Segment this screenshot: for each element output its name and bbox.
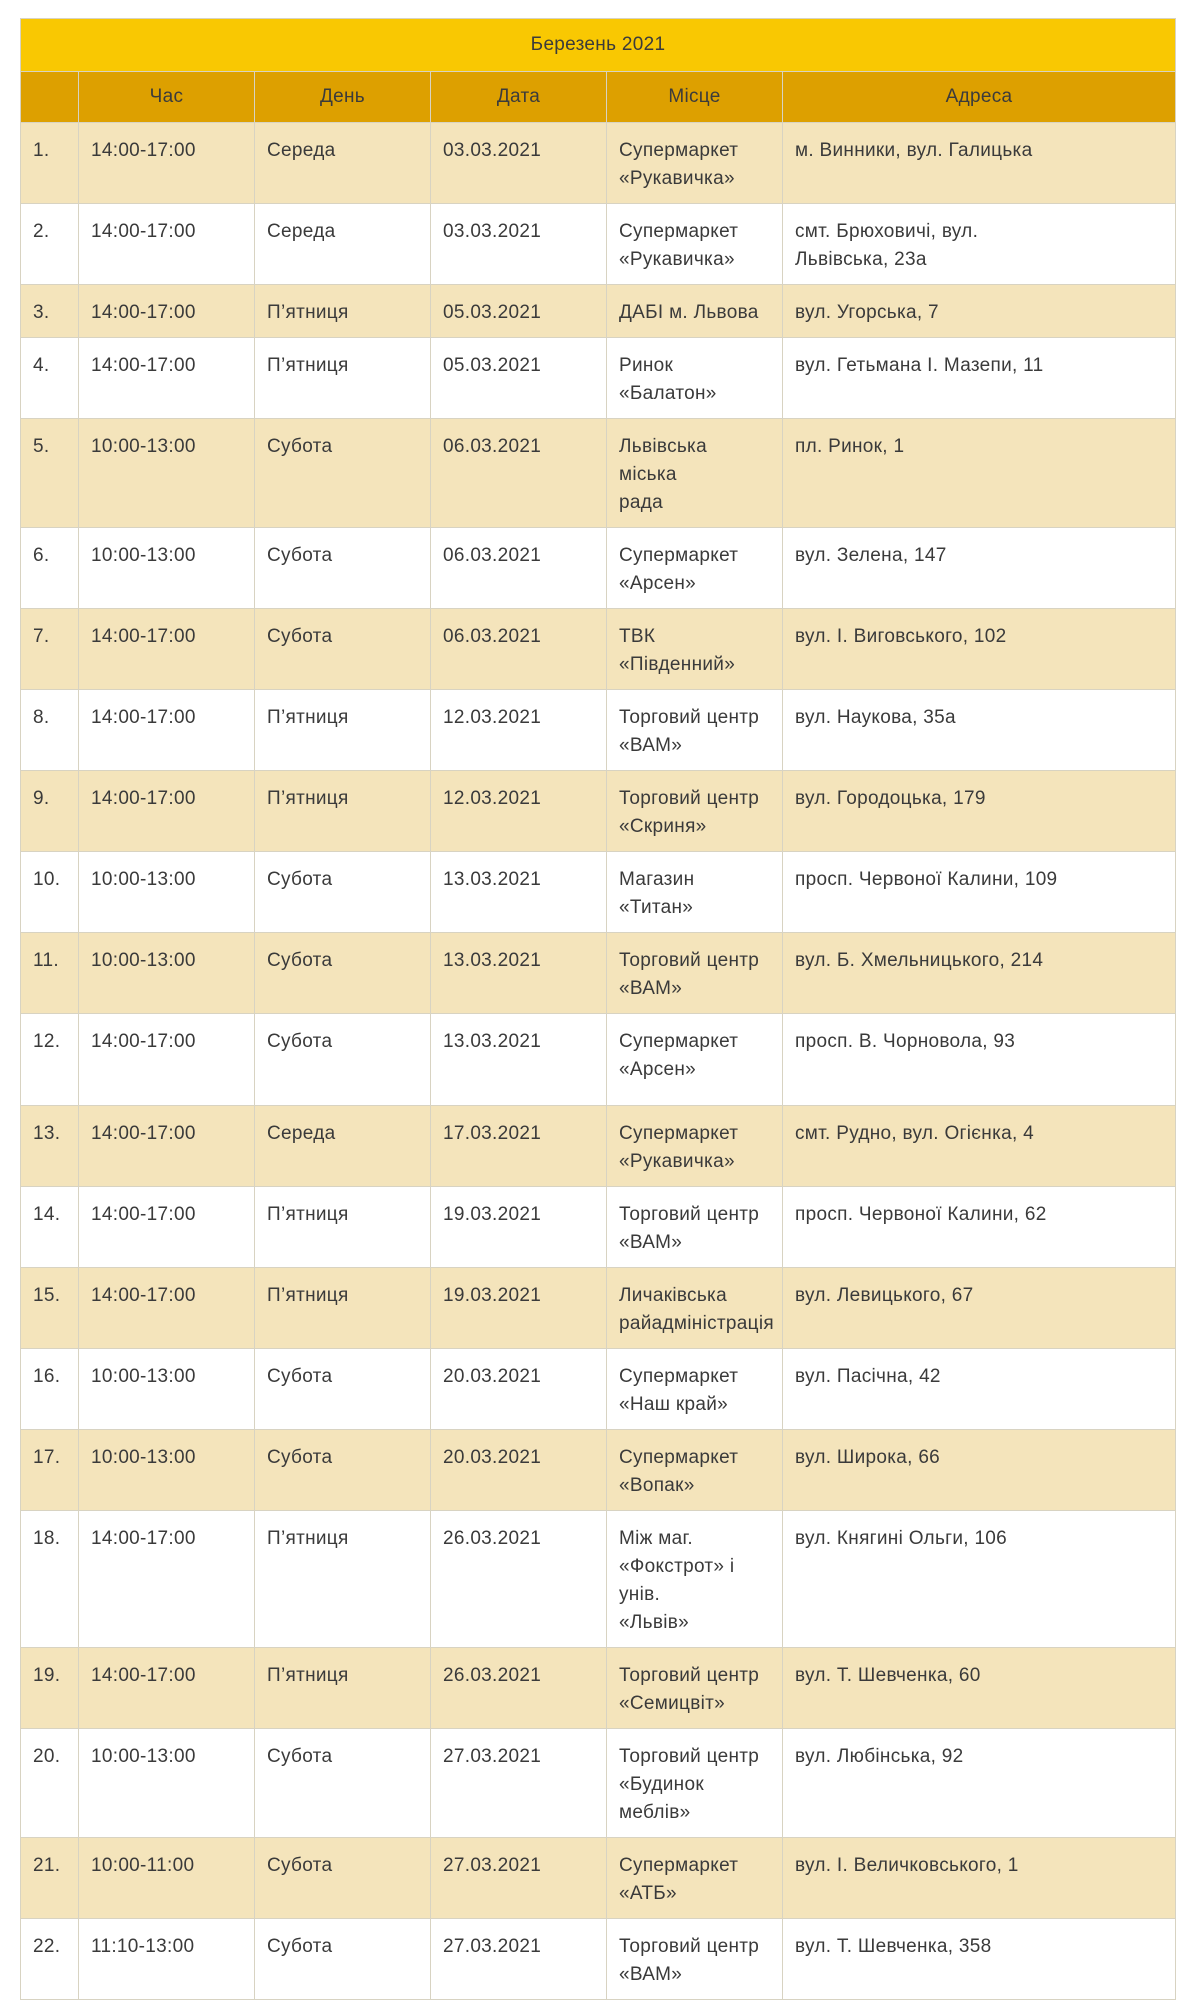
cell-time: 14:00-17:00 [79,1014,255,1106]
cell-place-line: «Фокстрот» і унів. [619,1556,735,1605]
cell-day: Субота [255,419,431,528]
cell-place-line: «Рукавичка» [619,1151,735,1172]
cell-time: 14:00-17:00 [79,771,255,852]
cell-day: Субота [255,1349,431,1430]
cell-place-line: Торговий центр [619,1936,760,1957]
cell-place-line: «Львів» [619,1612,690,1633]
cell-address [783,852,1176,933]
cell-day: Субота [255,1729,431,1838]
table-row [21,609,1176,690]
cell-number: 21. [21,1838,79,1919]
cell-date: 26.03.2021 [431,1511,607,1648]
header-number [21,72,79,123]
cell-address [783,771,1176,852]
cell-address-line: м. Винники, вул. Галицька [795,140,1033,161]
cell-place [607,1187,783,1268]
cell-day: П’ятниця [255,690,431,771]
cell-address [783,338,1176,419]
cell-place [607,1349,783,1430]
cell-address-line: смт. Рудно, вул. Огієнка, 4 [795,1123,1035,1144]
cell-address-line: вул. Т. Шевченка, 60 [795,1665,981,1686]
cell-time: 10:00-13:00 [79,419,255,528]
cell-address [783,123,1176,204]
cell-number: 9. [21,771,79,852]
cell-number: 4. [21,338,79,419]
cell-time: 14:00-17:00 [79,1268,255,1349]
cell-place-line: «Арсен» [619,573,697,594]
cell-place [607,1014,783,1106]
cell-place-line: «Наш край» [619,1394,729,1415]
cell-number: 11. [21,933,79,1014]
cell-place [607,1838,783,1919]
table-row [21,1729,1176,1838]
cell-place [607,123,783,204]
table-row [21,1106,1176,1187]
cell-date: 19.03.2021 [431,1187,607,1268]
cell-address-line: вул. Гетьмана І. Мазепи, 11 [795,355,1044,376]
cell-day: Субота [255,528,431,609]
cell-address-line: просп. Червоної Калини, 62 [795,1204,1047,1225]
cell-address [783,204,1176,285]
cell-address [783,1919,1176,2000]
cell-place-line: «Семицвіт» [619,1693,725,1714]
cell-place-line: «АТБ» [619,1883,677,1904]
cell-place-line: Супермаркет [619,140,739,161]
table-row [21,1838,1176,1919]
cell-address [783,1729,1176,1838]
header-date: Дата [431,72,607,123]
cell-number: 7. [21,609,79,690]
table-row [21,771,1176,852]
cell-place-line: Магазин «Титан» [619,869,695,918]
cell-time: 14:00-17:00 [79,1511,255,1648]
cell-day: Субота [255,1919,431,2000]
header-time: Час [79,72,255,123]
cell-time: 10:00-11:00 [79,1838,255,1919]
cell-place-line: Торговий центр [619,788,760,809]
cell-number: 22. [21,1919,79,2000]
cell-number: 3. [21,285,79,338]
cell-number: 8. [21,690,79,771]
cell-address [783,1349,1176,1430]
table-row [21,1014,1176,1106]
cell-day: Субота [255,933,431,1014]
cell-address-line: вул. Княгині Ольги, 106 [795,1528,1008,1549]
cell-address-line: вул. Т. Шевченка, 358 [795,1936,992,1957]
cell-place [607,1106,783,1187]
cell-date: 13.03.2021 [431,933,607,1014]
cell-place [607,1430,783,1511]
table-body [21,123,1176,2000]
cell-number: 12. [21,1014,79,1106]
cell-time: 14:00-17:00 [79,690,255,771]
cell-place-line: Супермаркет [619,1031,739,1052]
cell-place-line: «Будинок меблів» [619,1774,704,1823]
schedule-table [20,18,1176,2000]
cell-place-line: Торговий центр [619,1665,760,1686]
cell-address [783,1268,1176,1349]
cell-place-line: «Арсен» [619,1059,697,1080]
cell-place-line: Супермаркет [619,1855,739,1876]
cell-time: 14:00-17:00 [79,204,255,285]
cell-day: Субота [255,1838,431,1919]
cell-address [783,1014,1176,1106]
cell-address-line: вул. Широка, 66 [795,1447,941,1468]
cell-place [607,204,783,285]
cell-time: 10:00-13:00 [79,1430,255,1511]
cell-number: 13. [21,1106,79,1187]
cell-day: П’ятниця [255,1187,431,1268]
cell-day: Субота [255,852,431,933]
cell-place-line: Супермаркет [619,545,739,566]
table-row [21,204,1176,285]
cell-address [783,419,1176,528]
cell-place [607,338,783,419]
cell-place-line: «Скриня» [619,816,707,837]
cell-date: 13.03.2021 [431,1014,607,1106]
cell-place-line: Львівська міська [619,436,707,485]
cell-place-line: Супермаркет [619,1366,739,1387]
cell-time: 14:00-17:00 [79,1106,255,1187]
header-day: День [255,72,431,123]
cell-date: 13.03.2021 [431,852,607,933]
cell-time: 10:00-13:00 [79,1729,255,1838]
cell-address [783,528,1176,609]
cell-place-line: Торговий центр [619,1746,760,1767]
table-row [21,933,1176,1014]
cell-date: 27.03.2021 [431,1838,607,1919]
cell-day: Субота [255,1430,431,1511]
cell-date: 27.03.2021 [431,1729,607,1838]
cell-day: Середа [255,204,431,285]
cell-day: П’ятниця [255,771,431,852]
cell-address [783,690,1176,771]
cell-place-line: «Вопак» [619,1475,695,1496]
cell-address-line: Львівська, 23а [795,249,927,270]
cell-time: 14:00-17:00 [79,609,255,690]
cell-address [783,1106,1176,1187]
cell-place-line: Супермаркет [619,1123,739,1144]
cell-address-line: вул. Наукова, 35а [795,707,956,728]
cell-place-line: Торговий центр [619,1204,760,1225]
cell-day: П’ятниця [255,285,431,338]
cell-date: 03.03.2021 [431,204,607,285]
cell-date: 20.03.2021 [431,1430,607,1511]
cell-date: 06.03.2021 [431,528,607,609]
table-row [21,1511,1176,1648]
cell-place-line: Ринок «Балатон» [619,355,717,404]
cell-date: 20.03.2021 [431,1349,607,1430]
cell-number: 2. [21,204,79,285]
cell-address [783,1511,1176,1648]
cell-place [607,419,783,528]
table-row [21,1187,1176,1268]
cell-address-line: вул. Б. Хмельницького, 214 [795,950,1044,971]
cell-time: 10:00-13:00 [79,933,255,1014]
cell-number: 16. [21,1349,79,1430]
cell-number: 5. [21,419,79,528]
cell-address-line: вул. Зелена, 147 [795,545,947,566]
cell-address-line: пл. Ринок, 1 [795,436,905,457]
table-caption: Березень 2021 [21,19,1176,72]
cell-day: Субота [255,1014,431,1106]
cell-day: П’ятниця [255,1511,431,1648]
cell-date: 12.03.2021 [431,690,607,771]
cell-place-line: Супермаркет [619,221,739,242]
header-place: Місце [607,72,783,123]
cell-time: 10:00-13:00 [79,528,255,609]
cell-date: 17.03.2021 [431,1106,607,1187]
cell-day: П’ятниця [255,1648,431,1729]
table-row [21,1349,1176,1430]
cell-place-line: ТВК «Південний» [619,626,736,675]
cell-address-line: смт. Брюховичі, вул. [795,221,979,242]
table-header-row [21,72,1176,123]
cell-address-line: вул. І. Виговського, 102 [795,626,1007,647]
cell-place-line: «Рукавичка» [619,168,735,189]
cell-address-line: просп. В. Чорновола, 93 [795,1031,1016,1052]
cell-place [607,609,783,690]
cell-number: 15. [21,1268,79,1349]
cell-number: 20. [21,1729,79,1838]
cell-day: П’ятниця [255,338,431,419]
cell-date: 06.03.2021 [431,609,607,690]
cell-place-line: «ВАМ» [619,978,683,999]
table-row [21,1919,1176,2000]
cell-place-line: Торговий центр [619,950,760,971]
cell-place-line: райадміністрація [619,1313,774,1334]
cell-number: 19. [21,1648,79,1729]
cell-place [607,771,783,852]
cell-time: 14:00-17:00 [79,123,255,204]
cell-place [607,285,783,338]
cell-time: 14:00-17:00 [79,1187,255,1268]
table-row [21,1268,1176,1349]
cell-day: Субота [255,609,431,690]
cell-date: 05.03.2021 [431,338,607,419]
cell-place-line: «ВАМ» [619,1964,683,1985]
cell-time: 10:00-13:00 [79,852,255,933]
cell-date: 19.03.2021 [431,1268,607,1349]
cell-day: Середа [255,1106,431,1187]
table-row [21,690,1176,771]
cell-place [607,1729,783,1838]
cell-address [783,285,1176,338]
schedule-container [20,18,1176,2000]
cell-time: 14:00-17:00 [79,1648,255,1729]
cell-date: 03.03.2021 [431,123,607,204]
cell-address-line: вул. Пасічна, 42 [795,1366,941,1387]
cell-time: 11:10-13:00 [79,1919,255,2000]
cell-address-line: вул. Левицького, 67 [795,1285,974,1306]
cell-date: 06.03.2021 [431,419,607,528]
cell-address [783,609,1176,690]
cell-date: 05.03.2021 [431,285,607,338]
cell-date: 26.03.2021 [431,1648,607,1729]
table-caption-row [21,19,1176,72]
cell-number: 17. [21,1430,79,1511]
cell-number: 18. [21,1511,79,1648]
cell-time: 14:00-17:00 [79,285,255,338]
cell-day: П’ятниця [255,1268,431,1349]
cell-place-line: рада [619,492,663,513]
cell-address [783,1187,1176,1268]
table-row [21,338,1176,419]
cell-address [783,933,1176,1014]
table-row [21,1430,1176,1511]
cell-date: 12.03.2021 [431,771,607,852]
cell-place-line: Торговий центр [619,707,760,728]
cell-place [607,1648,783,1729]
table-row [21,285,1176,338]
header-address: Адреса [783,72,1176,123]
cell-time: 10:00-13:00 [79,1349,255,1430]
table-row [21,1648,1176,1729]
cell-address [783,1430,1176,1511]
cell-number: 14. [21,1187,79,1268]
cell-place-line: «ВАМ» [619,1232,683,1253]
cell-number: 10. [21,852,79,933]
cell-time: 14:00-17:00 [79,338,255,419]
cell-address-line: вул. Городоцька, 179 [795,788,986,809]
cell-place [607,933,783,1014]
table-row [21,528,1176,609]
cell-place [607,528,783,609]
cell-address-line: просп. Червоної Калини, 109 [795,869,1058,890]
cell-address [783,1838,1176,1919]
table-row [21,852,1176,933]
cell-place-line: Між маг. [619,1528,693,1549]
cell-place [607,1511,783,1648]
cell-day: Середа [255,123,431,204]
cell-address-line: вул. І. Величковського, 1 [795,1855,1019,1876]
cell-number: 1. [21,123,79,204]
cell-place [607,1268,783,1349]
cell-date: 27.03.2021 [431,1919,607,2000]
cell-address-line: вул. Любінська, 92 [795,1746,964,1767]
cell-address [783,1648,1176,1729]
cell-place-line: «ВАМ» [619,735,683,756]
cell-number: 6. [21,528,79,609]
cell-place-line: ДАБІ м. Львова [619,302,759,323]
cell-place [607,690,783,771]
table-row [21,123,1176,204]
cell-address-line: вул. Угорська, 7 [795,302,939,323]
cell-place [607,852,783,933]
cell-place-line: Супермаркет [619,1447,739,1468]
cell-place-line: «Рукавичка» [619,249,735,270]
table-row [21,419,1176,528]
cell-place-line: Личаківська [619,1285,727,1306]
cell-place [607,1919,783,2000]
